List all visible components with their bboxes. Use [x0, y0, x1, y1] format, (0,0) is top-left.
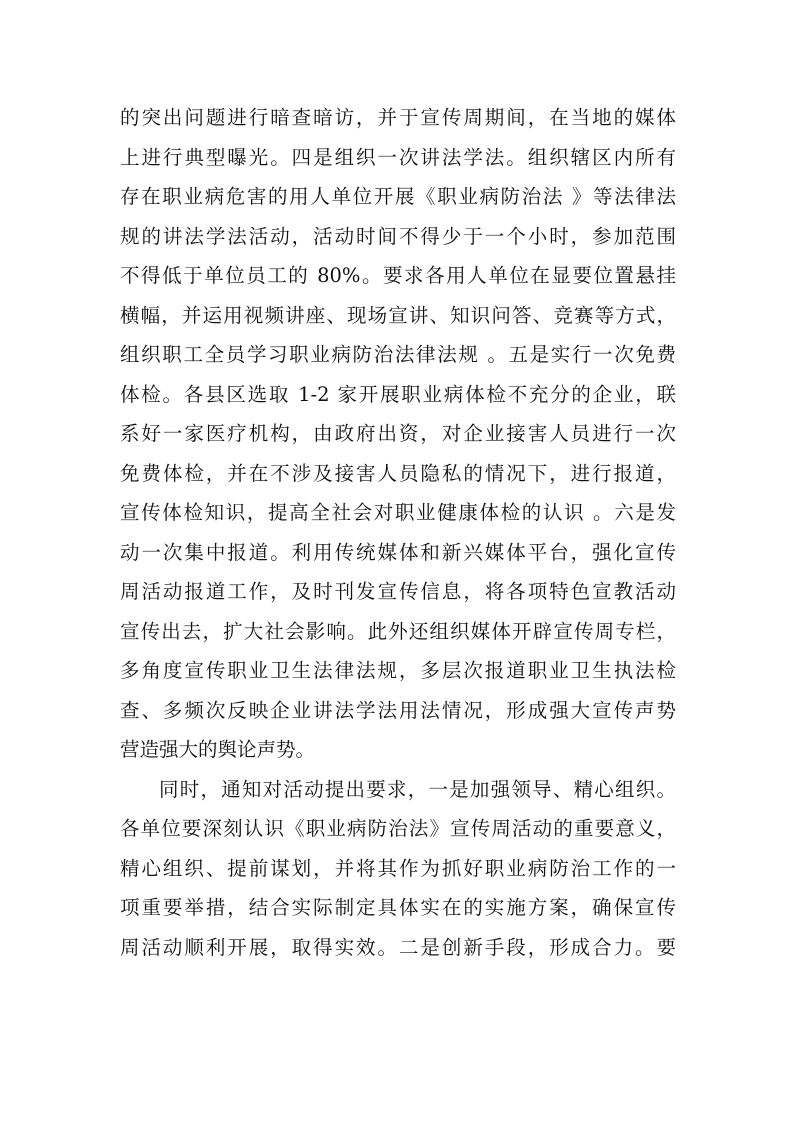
text-line: 组织职工全员学习职业病防治法律法规 。五是实行一次免费 — [120, 343, 676, 366]
text-line: 周活动顺利开展，取得实效。二是创新手段，形成合力。要 — [120, 935, 676, 959]
text-line: 精心组织、提前谋划，并将其作为抓好职业病防治工作的一 — [120, 856, 676, 880]
text-line: 查、多频次反映企业讲法学法用法情况，形成强大宣传声势 — [120, 698, 676, 722]
text-line: 宣传出去，扩大社会影响。此外还组织媒体开辟宣传周专栏， — [120, 619, 676, 643]
text-line: 系好一家医疗机构，由政府出资，对企业接害人员进行一次 — [120, 422, 676, 445]
text-line: 横幅，并运用视频讲座、现场宣讲、知识问答、竞赛等方式， — [120, 303, 676, 327]
text-line: 宣传体检知识，提高全社会对职业健康体检的认识 。六是发 — [120, 501, 676, 524]
text-line: 的突出问题进行暗查暗访，并于宣传周期间，在当地的媒体 — [120, 106, 676, 129]
text-line: 体检。各县区选取 1-2 家开展职业病体检不充分的企业，联 — [120, 382, 676, 406]
text-line: 各单位要深刻认识《职业病防治法》宣传周活动的重要意义， — [120, 817, 676, 840]
text-line: 动一次集中报道。利用传统媒体和新兴媒体平台，强化宣传 — [120, 540, 676, 564]
paragraph-1 — [120, 98, 676, 770]
text-line: 同时，通知对活动提出要求，一是加强领导、精心组织。 — [159, 777, 676, 801]
body-text — [120, 98, 676, 967]
paragraph-2 — [120, 770, 676, 968]
text-line: 不得低于单位员工的 80%。要求各用人单位在显要位置悬挂 — [120, 264, 676, 287]
text-line: 上进行典型曝光。四是组织一次讲法学法。组织辖区内所有 — [120, 145, 676, 169]
text-line: 周活动报道工作，及时刊发宣传信息，将各项特色宣教活动 — [120, 580, 676, 603]
text-line: 免费体检，并在不涉及接害人员隐私的情况下，进行报道， — [120, 461, 676, 485]
text-line: 规的讲法学法活动，活动时间不得少于一个小时，参加范围 — [120, 224, 676, 248]
text-line: 多角度宣传职业卫生法律法规，多层次报道职业卫生执法检 — [120, 659, 676, 682]
text-line: 存在职业病危害的用人单位开展《职业病防治法 》等法律法 — [120, 185, 676, 208]
text-line: 项重要举措，结合实际制定具体实在的实施方案，确保宣传 — [120, 896, 676, 919]
text-line: 营造强大的舆论声势。 — [120, 738, 316, 761]
